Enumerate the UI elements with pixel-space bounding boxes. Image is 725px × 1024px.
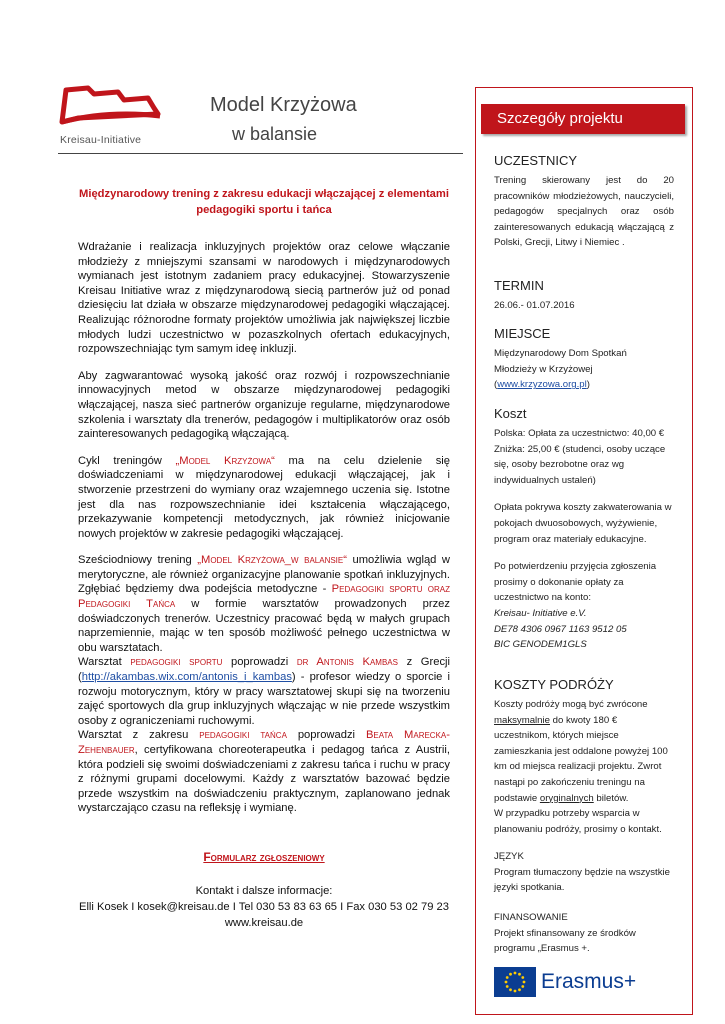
travel-b: do kwoty 180 € uczestnikom, których miejsce zamieszkania jest oddalone powyżej 100 km od miejsca realizacji projektu. Zwrot nastąpi po zakończeniu treningu na podstawie bbox=[494, 714, 668, 804]
trainer-website-link[interactable]: http://akambas.wix.com/antonis_i_kambas bbox=[81, 671, 292, 684]
travel-text bbox=[494, 697, 674, 806]
page-title: Model Krzyżowa bbox=[210, 94, 357, 116]
p4-c: w formie warsztatów prowadzonych przez doświadczonych trenerów. Uczestnicy pracować będą w małych grupach naprzemiennie, mając w ten sposób możliwość pełnego uczestnictwa w obu warsztatach. bbox=[78, 598, 450, 654]
cost-line-1: Polska: Opłata za uczestnictwo: 40,00 € bbox=[494, 428, 665, 439]
bank-bic: BIC GENODEM1GLS bbox=[494, 639, 587, 651]
contact-line: Elli Kosek I kosek@kreisau.de I Tel 030 53 83 63 65 I Fax 030 53 02 79 23 bbox=[78, 900, 449, 913]
cost-line-2: Zniżka: 25,00 € (studenci, osoby uczące się, osoby bezrobotne oraz wg indywidualnych ustaleń) bbox=[494, 443, 666, 486]
main-content bbox=[78, 186, 450, 931]
participants-text: Trening skierowany jest do 20 pracowników młodzieżowych, nauczycieli, pedagogów specjalnych oraz osób zainteresowanych edukacją włączającą z Polski, Grecji, Litwy i Niemiec . bbox=[494, 175, 674, 249]
cost-section bbox=[494, 406, 674, 653]
dance-trainer-highlight: Beata Marecka-Zehenbauer bbox=[78, 729, 450, 756]
page-subtitle: w balansie bbox=[232, 124, 318, 144]
p5-d: ) - profesor wiedzy o sporcie i rozwoju motorycznym, który w pracy warsztatowej skupi się na tworzeniu zajęć sportowych dla grup inkluzyjnych włączając w nie przede wszystkim osoby z ograniczeniami ruchowymi. bbox=[78, 671, 450, 727]
term-section bbox=[494, 278, 674, 314]
place-line-2: Młodzieży w Krzyżowej bbox=[494, 363, 593, 375]
language-title: JĘZYK bbox=[494, 851, 524, 862]
language-text: Program tłumaczony będzie na wszystkie języki spotkania. bbox=[494, 866, 670, 894]
p3-prefix: Cykl treningów bbox=[78, 454, 176, 467]
p5-a: Warsztat bbox=[78, 656, 131, 669]
travel-title: KOSZTY PODRÓŻY bbox=[494, 677, 614, 692]
participants-section bbox=[494, 153, 674, 251]
paragraph-quality: Aby zagwarantować wysoką jakość oraz rozwój i rozpowszechnianie innowacyjnych metod w obszarze międzynarodowej pedagogiki włączającej, nasza sieć partnerów organizuje regularne, międzynarodowe szkolenia i warsztaty dla trenerów, pedagogów i multiplikatorów oraz osób zainteresowanych pedagogiką włączającą. bbox=[78, 369, 450, 441]
heading-line-1: Międzynarodowy trening z zakresu edukacji włączającej z elementami bbox=[79, 188, 449, 200]
place-title: MIEJSCE bbox=[494, 326, 551, 341]
p5-b: poprowadzi bbox=[222, 656, 297, 669]
bank-iban: DE78 4306 0967 1163 9512 05 bbox=[494, 623, 627, 635]
eu-flag-icon bbox=[494, 967, 536, 997]
dance-workshop-highlight: pedagogiki tańca bbox=[199, 729, 287, 742]
term-text: 26.06.- 01.07.2016 bbox=[494, 300, 575, 311]
erasmus-logo-text: Erasmus+ bbox=[541, 970, 637, 993]
methods-highlight: Pedagogiki sportu oraz Pedagogiki Tańca bbox=[78, 583, 450, 611]
paragraph-training bbox=[78, 553, 450, 655]
place-section bbox=[494, 326, 674, 393]
language-section bbox=[494, 849, 674, 896]
travel-orig: oryginalnych bbox=[539, 792, 594, 804]
travel-c: biletów. bbox=[593, 792, 629, 804]
heading-line-2: pedagogiki sportu i tańca bbox=[196, 204, 332, 216]
p6-b: poprowadzi bbox=[286, 729, 366, 742]
participants-title: UCZESTNICY bbox=[494, 153, 578, 168]
training-name-highlight: „Model Krzyżowa_w balansie“ bbox=[197, 554, 347, 567]
details-panel-header: Szczegóły projektu bbox=[481, 104, 685, 134]
cost-paragraph-2: Opłata pokrywa koszty zakwaterowania w pokojach dwuosobowych, wyżywienie, program oraz materiały edukacyjne. bbox=[494, 502, 672, 545]
funding-text: Projekt sfinansowany ze środków programu „Erasmus +. bbox=[494, 927, 636, 955]
sport-workshop-highlight: pedagogiki sportu bbox=[130, 656, 223, 669]
funding-title: FINANSOWANIE bbox=[494, 912, 568, 923]
p4-b: umożliwia wgląd w merytoryczne, ale również organizacyjne planowanie spotkań inkluzyjnych. Zgłębiać będziemy dwa podejścia metodyczne - bbox=[78, 554, 450, 596]
place-line-1: Międzynarodowy Dom Spotkań bbox=[494, 348, 627, 359]
travel-section bbox=[494, 677, 674, 837]
cost-title: Koszt bbox=[494, 406, 527, 421]
cost-paragraph-3: Po potwierdzeniu przyjęcia zgłoszenia prosimy o dokonanie opłaty za uczestnictwo na konto: bbox=[494, 561, 657, 604]
funding-section bbox=[494, 910, 674, 957]
contact-website[interactable]: www.kreisau.de bbox=[224, 916, 304, 929]
p5-c: z Grecji ( bbox=[78, 656, 451, 684]
bank-name: Kreisau- Initiative e.V. bbox=[494, 607, 587, 619]
travel-a: Koszty podróży mogą być zwrócone bbox=[494, 699, 648, 710]
paragraph-cycle bbox=[78, 454, 450, 542]
header-divider bbox=[58, 153, 463, 154]
main-heading bbox=[78, 186, 450, 218]
paragraph-sport-workshop bbox=[78, 655, 450, 728]
p4-a: Sześciodniowy trening bbox=[78, 554, 198, 567]
paragraph-dance-workshop bbox=[78, 728, 450, 816]
contact-block bbox=[78, 883, 450, 931]
p6-c: , certyfikowana choreoterapeutka i pedagog tańca z Austrii, która podzieli się swoimi doświadczeniami z zakresu tańca i ruchu w pracy z różnymi grupami docelowymi. Każdy z warsztatów bazować będzie przede wszystkim na doświadczeniu praktycznym, zaplanowano jednak wystarczająco czasu na refleksję i wymianę. bbox=[78, 744, 450, 815]
paragraph-intro: Wdrażanie i realizacja inkluzyjnych projektów oraz celowe włączanie młodzieży z mniejszymi szansami w narodowych i międzynarodowych wymianach jest istotnym zadaniem pracy edukacyjnej. Stowarzyszenie Kreisau Initiative wraz z międzynarodową siecią partnerów już od ponad dziesięciu lat działa w obszarze międzynarodowej pedagogiki włączającej. Realizując różnorodne formaty projektów umożliwia jak największej liczbie młodych ludzi uczestnictwo w pozaszkolnych ofertach edukacyjnych, rozpowszechniając tym samym ideę inkluzji. bbox=[78, 241, 450, 356]
p3-suffix: ma na celu dzielenie się doświadczeniami w międzynarodowej edukacji włączającej, jak i stworzenie przestrzeni do wymiany oraz wzajemnego uczenia się. Istotne jest dla nas rozpowszechnianie idei kształcenia włączającego, przekazywanie kompetencji metodycznych, jak również inicjowanie nowych projektów w zakresie pedagogiki włączającej. bbox=[78, 454, 451, 540]
model-name-highlight: „Model Krzyżowa“ bbox=[175, 454, 275, 467]
sport-trainer-highlight: dr Antonis Kambas bbox=[296, 656, 398, 669]
travel-d: W przypadku potrzeby wsparcia w planowaniu podróży, prosimy o kontakt. bbox=[494, 808, 662, 835]
place-link-row: (www.krzyzowa.org.pl) bbox=[494, 379, 590, 391]
p6-a: Warsztat z zakresu bbox=[78, 729, 200, 742]
travel-max: maksymalnie bbox=[494, 714, 550, 726]
contact-title: Kontakt i dalsze informacje: bbox=[195, 884, 333, 897]
term-title: TERMIN bbox=[494, 278, 544, 293]
registration-form-link[interactable]: Formularz zgłoszeniowy bbox=[203, 849, 325, 864]
logo-text: Kreisau-Initiative bbox=[60, 134, 142, 146]
place-website-link[interactable]: www.krzyzowa.org.pl bbox=[497, 379, 587, 391]
